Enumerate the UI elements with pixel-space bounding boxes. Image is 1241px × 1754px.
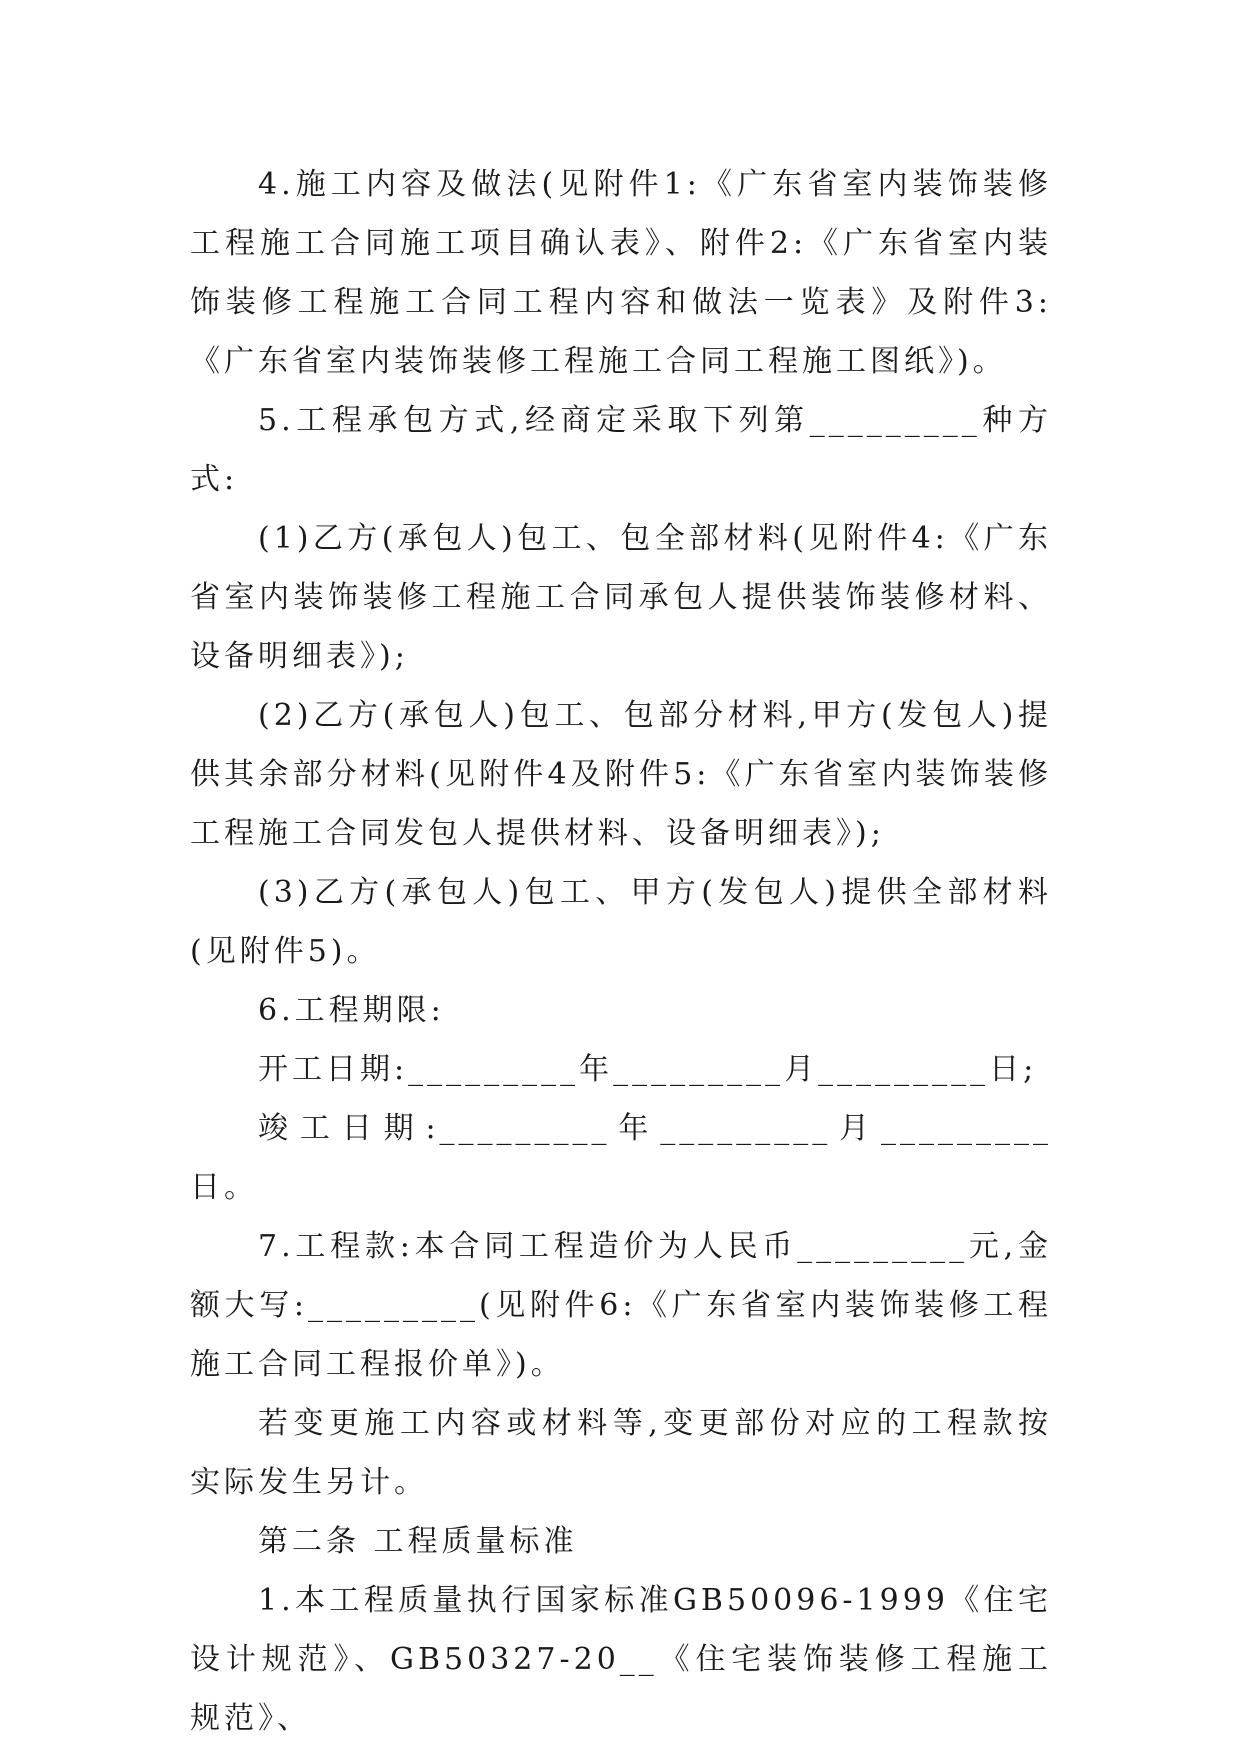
clause-5-option-3: (3)乙方(承包人)包工、甲方(发包人)提供全部材料(见附件5)。 <box>190 875 1052 969</box>
clause-6-duration: 6.工程期限: <box>258 993 445 1028</box>
start-date-line: 开工日期:_________年_________月_________日; <box>258 1052 1038 1087</box>
completion-date-line: 竣工日期:_________年_________月_________日。 <box>190 1111 1052 1205</box>
contract-text-body <box>190 155 1052 1748</box>
clause-5-option-1: (1)乙方(承包人)包工、包全部材料(见附件4:《广东省室内装饰装修工程施工合同承包人提供装饰装修材料、设备明细表》); <box>190 521 1052 674</box>
clause-7-payment: 7.工程款:本合同工程造价为人民币_________元,金额大写:_________(见附件6:《广东省室内装饰装修工程施工合同工程报价单》)。 <box>190 1229 1052 1382</box>
article-2-heading: 第二条 工程质量标准 <box>258 1524 578 1559</box>
clause-4-construction-content: 4.施工内容及做法(见附件1:《广东省室内装饰装修工程施工合同施工项目确认表》、附件2:《广东省室内装饰装修工程施工合同工程内容和做法一览表》及附件3:《广东省室内装饰装修工程施工合同工程施工图纸》)。 <box>190 167 1052 379</box>
clause-5-contract-method: 5.工程承包方式,经商定采取下列第_________种方式: <box>190 403 1052 497</box>
payment-change-note: 若变更施工内容或材料等,变更部份对应的工程款按实际发生另计。 <box>190 1406 1052 1500</box>
quality-standard-clause-1: 1.本工程质量执行国家标准GB50096-1999《住宅设计规范》、GB50327-20__《住宅装饰装修工程施工规范》、 <box>190 1583 1052 1736</box>
clause-5-option-2: (2)乙方(承包人)包工、包部分材料,甲方(发包人)提供其余部分材料(见附件4及附件5:《广东省室内装饰装修工程施工合同发包人提供材料、设备明细表》); <box>190 698 1052 851</box>
